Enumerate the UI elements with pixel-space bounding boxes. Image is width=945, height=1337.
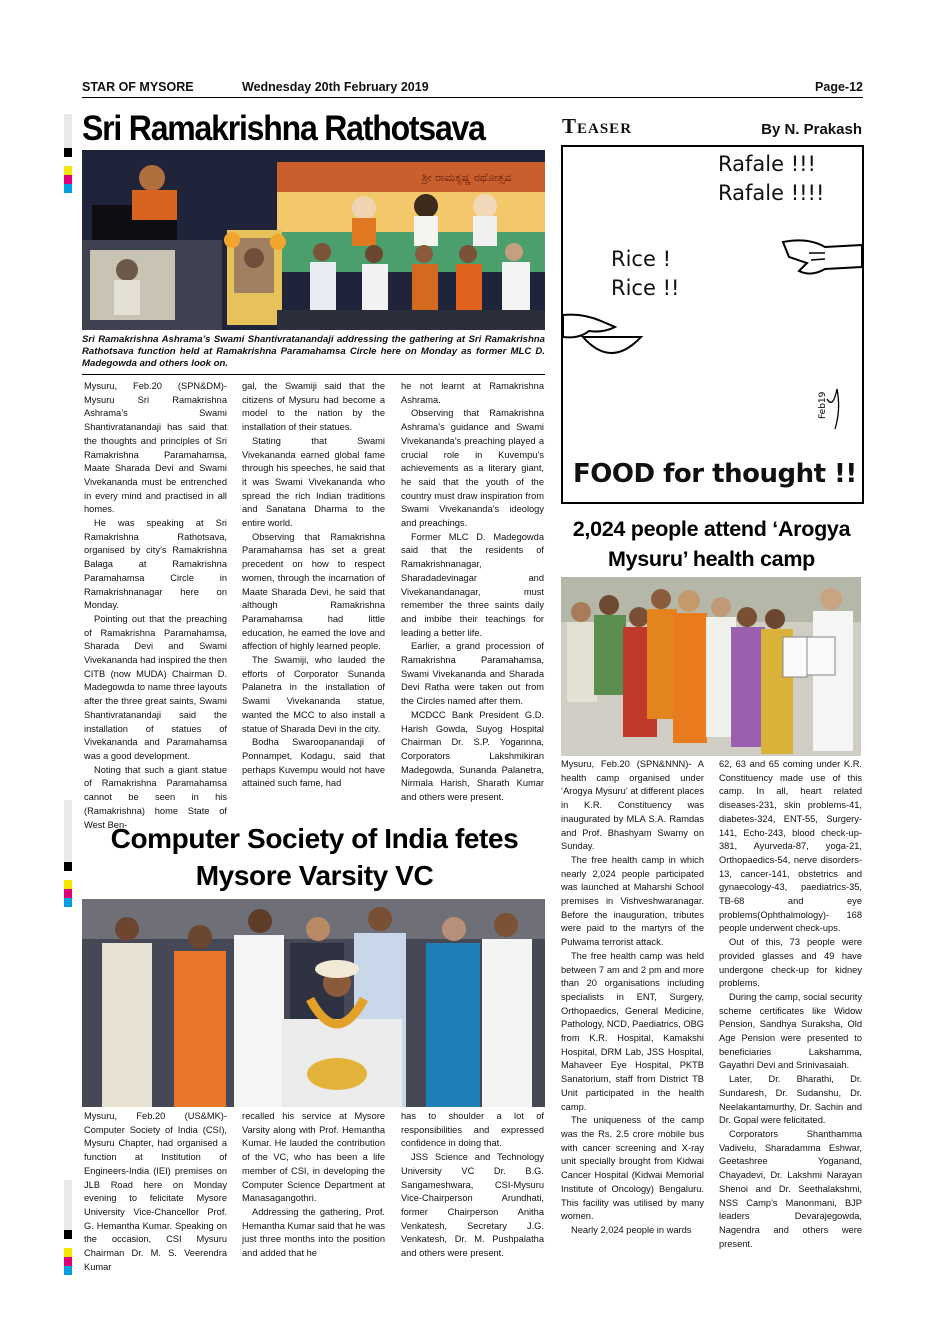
story1-headline: Sri Ramakrishna Rathotsava bbox=[82, 108, 485, 148]
paragraph: gal, the Swamiji said that the citizens of Mysuru had become a model to the nation by the installation of their statues. bbox=[242, 381, 385, 433]
story1-column-1 bbox=[84, 380, 227, 832]
rathotsava-photo-illustration bbox=[82, 150, 545, 330]
paragraph: During the camp, social security scheme certificates like Widow Pension, Sandhya Suraksha, Old Age Pension were presented to beneficiaries Lakshamma, Gayathri Devi and Srinivasaiah. bbox=[719, 991, 862, 1071]
paragraph: Noting that such a giant statue of Ramakrishna Paramahamsa cannot be seen in his (Ramakrishna) home State of West Ben- bbox=[84, 764, 227, 830]
cartoon-drawing bbox=[563, 147, 862, 502]
story2-headline-line-2: Mysore Varsity VC bbox=[195, 860, 434, 891]
story1-caption: Sri Ramakrishna Ashrama’s Swami Shantivratanandaji addressing the gathering at Sri Ramakrishna Rathotsava function held at Ramakrishna Paramahamsa Circle here on Monday as former MLC D. Madegowda and others look on. bbox=[82, 334, 545, 370]
story2-column-1 bbox=[84, 1110, 227, 1274]
paragraph: The uniqueness of the camp was the Rs. 2.5 crore mobile bus with cancer screening and X-ray unit specially brought from Kidwai Cancer Hospital (Kidwai Memorial Institute of Oncology) Bengaluru. This facility was utilised by many women. bbox=[561, 1115, 704, 1222]
paragraph: Later, Dr. Bharathi, Dr. Sundaresh, Dr. Sudanshu, Dr. Neelakantamurthy, Dr. Sachin and Dr. Gopal were felicitated. bbox=[719, 1074, 862, 1126]
cartoon-speech-rice-1: Rice ! bbox=[611, 247, 671, 271]
paragraph: Pointing out that the preaching of Ramakrishna Paramahamsa, Sharada Devi and Swami Vivekananda had inspired the then CITB (now MUDA) Chairman D. Madegowda to name three layouts after the three great saints, Swami Shantivratanandaji said the installation of statues of Vivekananda and Paramahamsa was a good development. bbox=[84, 613, 228, 761]
banner-text: ಶ್ರೀ ರಾಮಕೃಷ್ಣ ರಥೋತ್ಸವ bbox=[422, 171, 512, 184]
story3-column-1 bbox=[561, 758, 704, 1238]
paragraph: He was speaking at Sri Ramakrishna Rathotsava, organised by city’s Ramakrishna Balaga at Ramakrishna Paramahamsa Circle in Ramakrishnanagar here on Monday. bbox=[84, 518, 227, 611]
story3-headline-line-2: Mysuru’ health camp bbox=[608, 547, 815, 571]
story3-column-2 bbox=[719, 758, 862, 1251]
paragraph: Observing that Ramakrishna Paramahamsa has set a great precedent on how to respect women, through the incarnation of Maate Sharada Devi, he said that although Ramakrishna Paramahamsa had little education, he earned the love and affection of highly learned people. bbox=[242, 531, 385, 652]
health-camp-photo bbox=[561, 577, 861, 756]
paragraph: JSS Science and Technology University VC Dr. B.G. Sangameshwara, CSI-Mysuru Vice-Chairperson Arundhati, former Chairperson Anitha Venkatesh, Secretary J.G. Venkatesh, Dr. M. Pushpalatha and others were present. bbox=[401, 1152, 544, 1259]
teaser-label: Teaser bbox=[562, 114, 633, 138]
teaser-byline: By N. Prakash bbox=[761, 121, 862, 138]
paragraph: Stating that Swami Vivekananda earned global fame through his speeches, he said that it was Swami Vivekananda who spread the rich Indian traditions and Sanatana Dharma to the entire world. bbox=[242, 435, 385, 529]
cartoon-footer: FOOD for thought !! bbox=[573, 459, 857, 489]
story3-headline-line-1: 2,024 people attend ‘Arogya bbox=[572, 517, 851, 541]
teaser-cartoon bbox=[561, 145, 864, 504]
story2-headline bbox=[82, 820, 547, 894]
paragraph: The free health camp in which nearly 2,024 people participated was launched at Maharshi School premises in Vishveshwaranagar. Before the inauguration, tributes were paid to the martyrs of the Pulwama terrorist attack. bbox=[561, 854, 704, 948]
cmyk-strip-bottom bbox=[64, 1180, 72, 1275]
paragraph: Addressing the gathering, Prof. Hemantha Kumar said that he was just three months into the position and added that he bbox=[242, 1206, 385, 1259]
paragraph: Nearly 2,024 people in wards bbox=[571, 1224, 692, 1235]
masthead-rule bbox=[82, 97, 863, 98]
paragraph: Mysuru, Feb.20 (SPN&NNN)- A health camp organised under ‘Arogya Mysuru’ at different places in K.R. Constituency was inaugurated by MLA S.A. Ramdas and Prof. Bhashyam Swamy on Sunday. bbox=[561, 759, 704, 852]
paragraph: Bodha Swaroopanandaji of Ponnampet, Kodagu, said that perhaps Kuvempu would not have attained such fame, had bbox=[242, 737, 385, 789]
issue-date: Wednesday 20th February 2019 bbox=[242, 80, 429, 94]
paragraph: has to shoulder a lot of responsibilities and expressed confidence in doing that. bbox=[401, 1111, 544, 1149]
begging-bowl-icon bbox=[583, 337, 641, 353]
paragraph: Former MLC D. Madegowda said that the residents of Ramakrishnanagar, Sharadadevinagar and Vivekanandanagar, must remember the three saints daily and imbibe their teachings for leading a better life. bbox=[401, 531, 544, 638]
paragraph: Mysuru, Feb.20 (SPN&DM)- Mysuru Sri Ramakrishna Ashrama’s Swami Shantivratanandaji has said that the thoughts and principles of Sri Ramakrishna Paramahamsa, Maate Sharada Devi and Swami Vivekananda must be entrenched in every mind and practised in all homes. bbox=[84, 381, 227, 515]
cartoon-speech-rafale-2: Rafale !!!! bbox=[718, 181, 825, 205]
pointing-hand-icon bbox=[783, 240, 862, 273]
paragraph: Earlier, a grand procession of Ramakrishna Paramahamsa, Swami Vivekananda and Sharada Devi Ratha were taken out from the Circles named after them. bbox=[401, 641, 544, 707]
cartoon-signature: Feb19 bbox=[818, 391, 828, 419]
paragraph: The Swamiji, who lauded the efforts of Corporator Sunanda Palanetra in the installation of Swami Vivekananda statue, wanted the MCC to also install a statue of Sharada Devi in the city. bbox=[242, 655, 385, 734]
health-camp-photo-illustration bbox=[561, 577, 861, 756]
paragraph: Corporators Shanthamma Vadivelu, Sharadamma Eshwar, Geetashree Yoganand, Chayadevi, Dr. Lakshmi Narayan Shenoi and Dr. Seethalakshmi, NSS Camp’s Manonmani, BJP leaders Devarajegowda, Nagendra and others were present. bbox=[719, 1128, 862, 1249]
paragraph: Mysuru, Feb.20 (US&MK)- Computer Society of India (CSI), Mysuru Chapter, had organised a function at Institution of Engineers-India (IEI) premises on JLB Road here on Monday evening to felicitate Mysore University Vice-Chancellor Prof. G. Hemantha Kumar. Speaking on the occasion, CSI Mysuru Chairman Dr. M. S. Veerendra Kumar bbox=[84, 1111, 227, 1272]
paragraph: Observing that Ramakrishna Ashrama’s guidance and Swami Vivekananda’s preaching played a crucial role in Kuvempu’s achievements as a literary giant, he said that the youth of the country must draw inspiration from Swami Vivekananda’s ideology and preachings. bbox=[401, 408, 544, 529]
page-number: Page-12 bbox=[815, 80, 863, 94]
paragraph: Out of this, 73 people were provided glasses and 49 have undergone check-up for kidney problems. bbox=[719, 937, 862, 989]
rathotsava-photo bbox=[82, 150, 545, 330]
paragraph: 62, 63 and 65 coming under K.R. Constituency made use of this camp. In all, heart related diseases-231, skin problems-41, diabetes-324, ENT-55, Surgery-141, Echo-243, blood check-up-381, Ayurveda-87, yoga-21, Orthopaedics-54, nerve disorders-13, cancer-141, obstetrics and gynaecology-43, paediatrics-35, TB-68 and eye problems(Ophthalmology)- 168 people underwent check-ups. bbox=[719, 759, 862, 934]
cmyk-strip-top bbox=[64, 114, 72, 193]
story1-column-2 bbox=[242, 380, 385, 791]
story2-headline-line-1: Computer Society of India fetes bbox=[110, 823, 519, 854]
cartoon-speech-rice-2: Rice !! bbox=[611, 276, 680, 300]
paragraph: he not learnt at Ramakrishna Ashrama. bbox=[401, 381, 544, 405]
cartoon-speech-rafale-1: Rafale !!! bbox=[718, 152, 816, 176]
csi-photo-illustration bbox=[82, 899, 545, 1107]
story2-column-3 bbox=[401, 1110, 544, 1261]
hand-icon bbox=[563, 315, 615, 338]
story2-column-2 bbox=[242, 1110, 385, 1261]
masthead bbox=[82, 78, 863, 96]
paragraph: MCDCC Bank President G.D. Harish Gowda, Suyog Hospital Chairman Dr. S.P. Yogannna, Corporators Lakshmikiran Madegowda, Sunanda Palanetra, Nirmala Harish, Sharath Kumar and others were present. bbox=[401, 709, 544, 803]
paper-name: STAR OF MYSORE bbox=[82, 80, 194, 94]
story1-caption-rule bbox=[82, 374, 545, 375]
cmyk-strip-middle bbox=[64, 800, 72, 907]
story3-headline bbox=[560, 514, 863, 574]
csi-felicitation-photo bbox=[82, 899, 545, 1107]
story1-column-3 bbox=[401, 380, 544, 805]
paragraph: The free health camp was held between 7 am and 2 pm and more than 20 organisations including specialists in ENT, Surgery, Orthopaedics, General Medicine, Pathology, NCD, Paediatrics, OBG from K.R. Hospital, Kamakshi Hospital, DRM Lab, JSS Hospital, Mahaveer Eye Hospital, PKTB Sanatorium, staff from District TB Unit participated in the health camp. bbox=[561, 950, 704, 1112]
paragraph: recalled his service at Mysore Varsity along with Prof. Hemantha Kumar. He lauded the contribution of the VC, who has been a life member of CSI, in developing the Computer Science Department at Manasagangothri. bbox=[242, 1111, 385, 1204]
